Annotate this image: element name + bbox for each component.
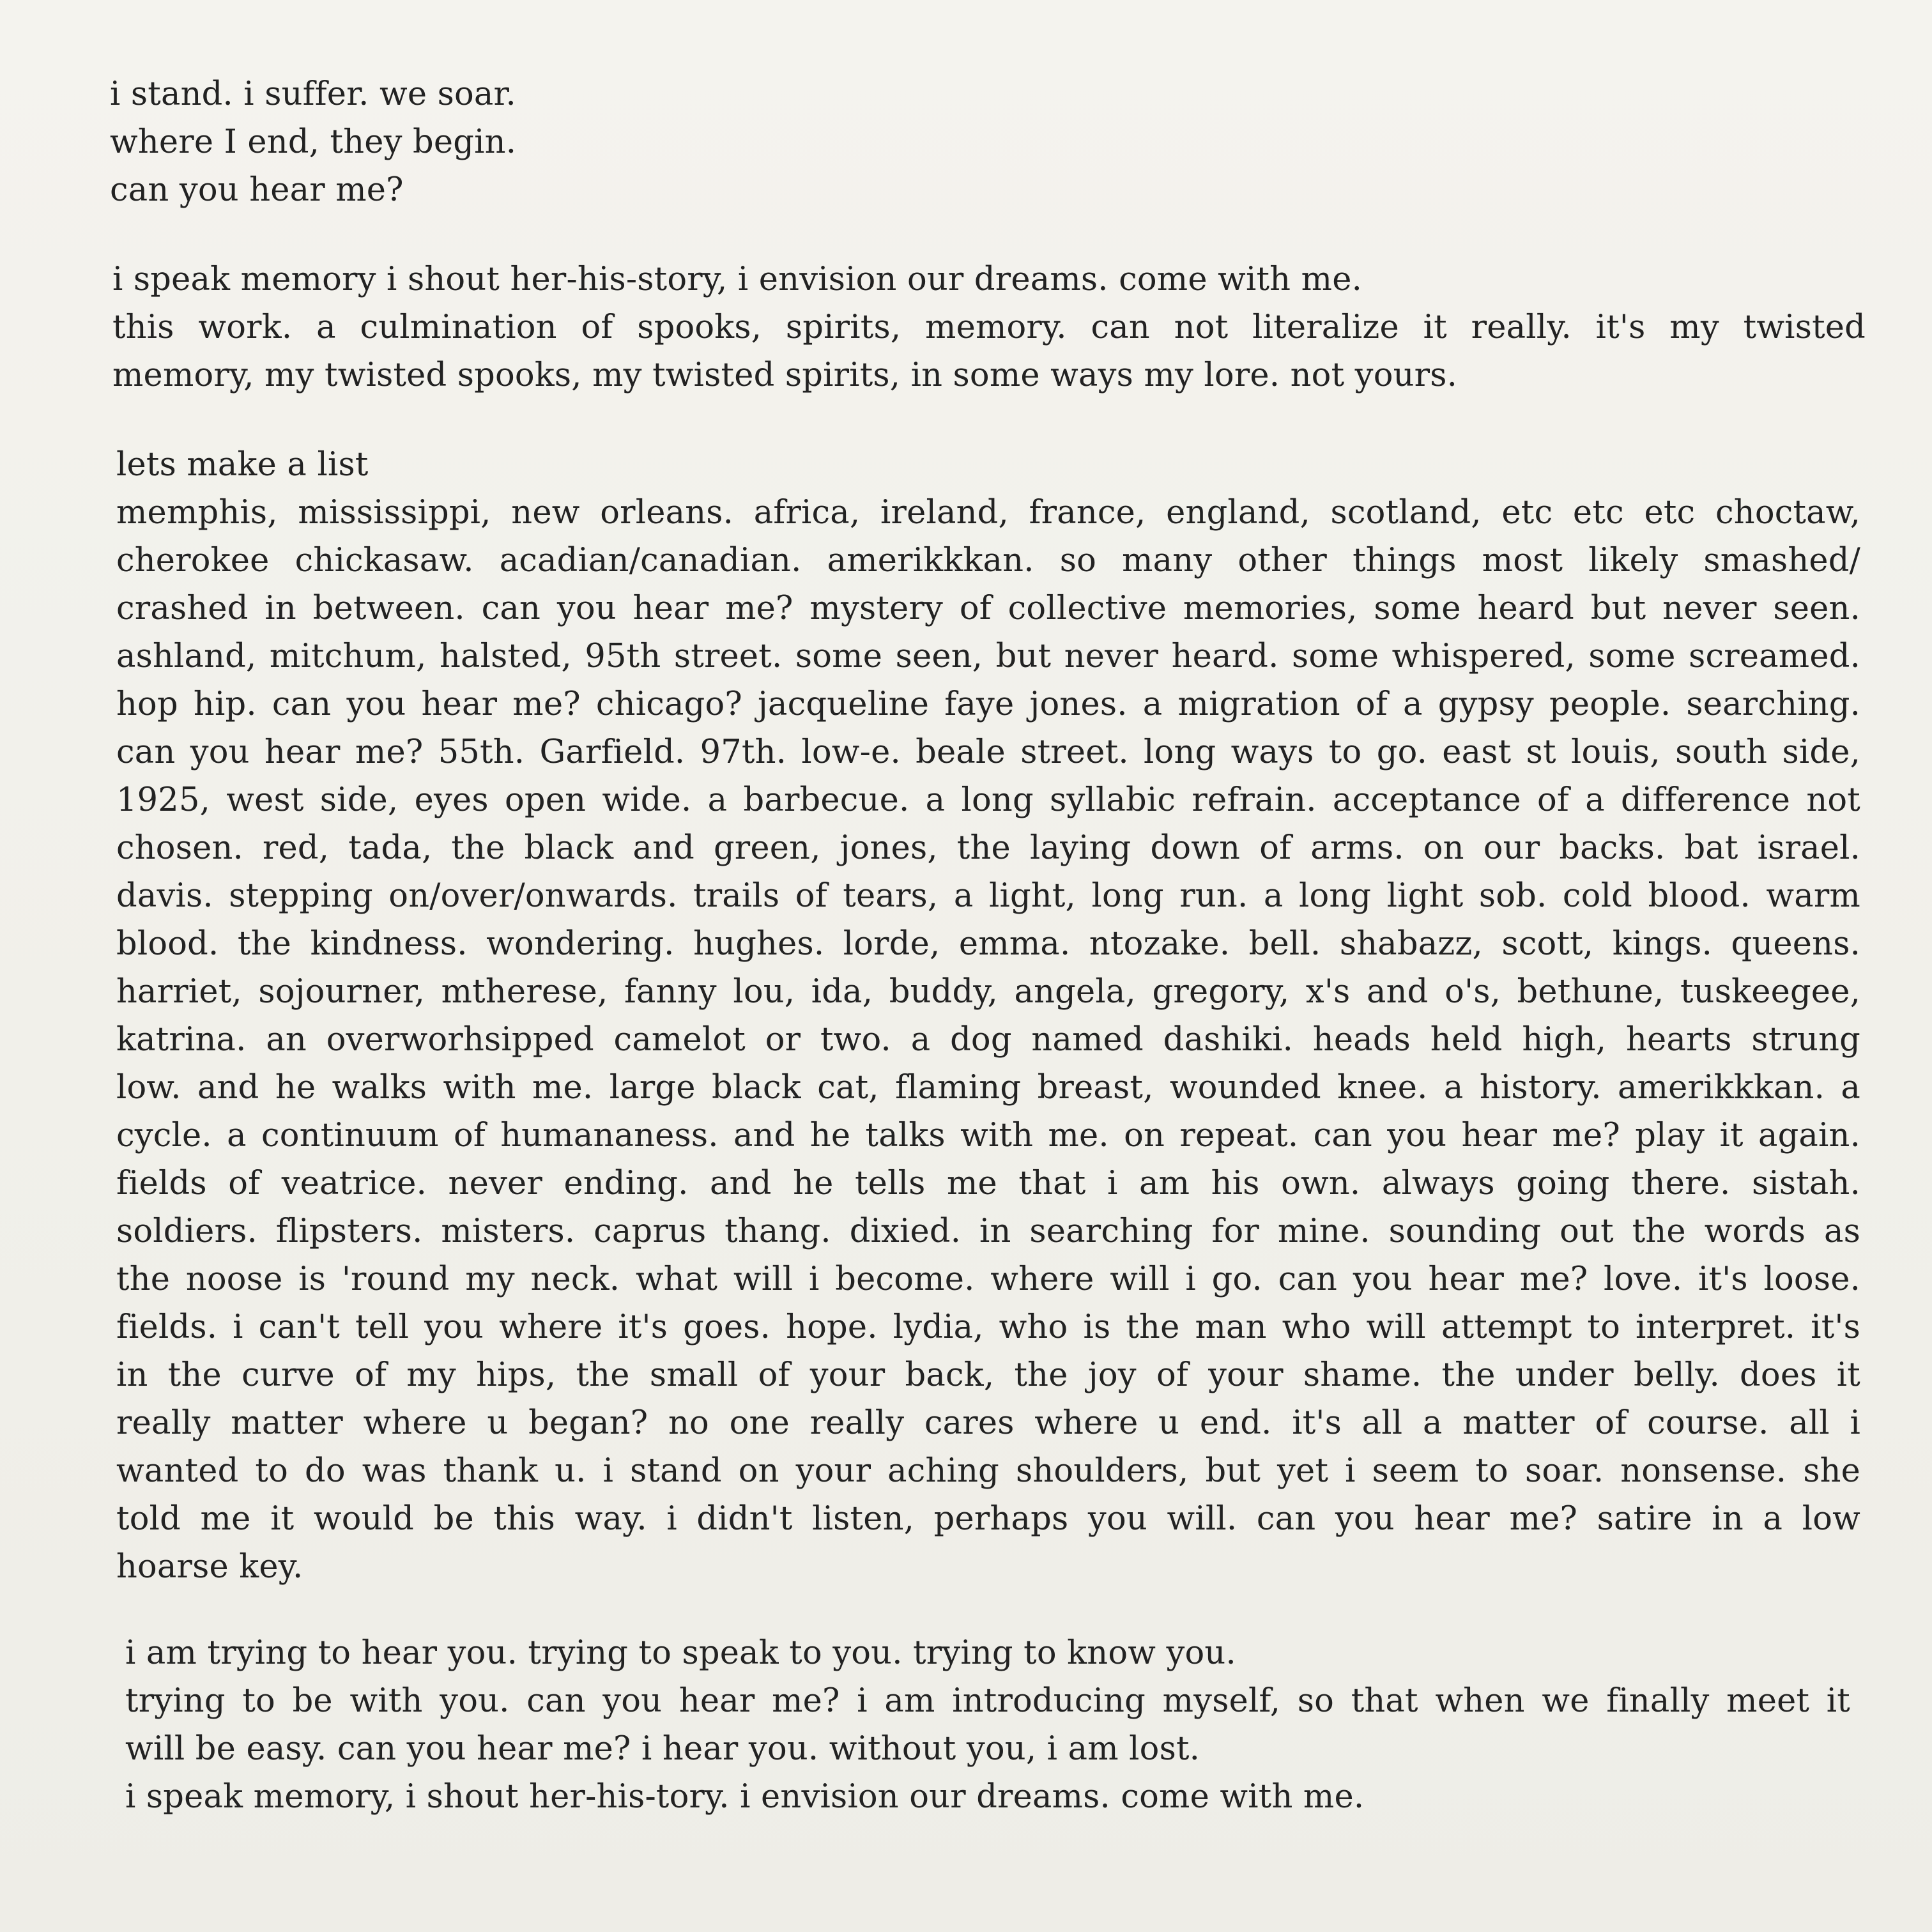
line: crashed in between. can you hear me? mystery of collective memories, some heard but never seen. (116, 590, 1860, 627)
line: really matter where u began? no one really cares where u end. it's all a matter of course. all i (116, 1404, 1860, 1442)
line: ashland, mitchum, halsted, 95th street. some seen, but never heard. some whispered, some screamed. (116, 638, 1860, 675)
line: 1925, west side, eyes open wide. a barbecue. a long syllabic refrain. acceptance of a difference not (116, 781, 1860, 819)
line: cherokee chickasaw. acadian/canadian. amerikkkan. so many other things most likely smashed/ (116, 542, 1860, 579)
line: i speak memory i shout her-his-story, i envision our dreams. come with me. (112, 261, 1362, 298)
line: i am trying to hear you. trying to speak to you. trying to know you. (125, 1634, 1236, 1672)
line: soldiers. flipsters. misters. caprus thang. dixied. in searching for mine. sounding out the words as (116, 1213, 1860, 1250)
line: fields of veatrice. never ending. and he tells me that i am his own. always going there. sistah. (116, 1165, 1860, 1202)
line: told me it would be this way. i didn't listen, perhaps you will. can you hear me? satire in a low (116, 1500, 1860, 1538)
line: where I end, they begin. (110, 123, 517, 161)
line: davis. stepping on/over/onwards. trails of tears, a light, long run. a long light sob. cold blood. warm (116, 877, 1860, 915)
line: can you hear me? (110, 171, 404, 209)
line: katrina. an overworhsipped camelot or two. a dog named dashiki. heads held high, hearts strung (116, 1021, 1860, 1059)
line: hop hip. can you hear me? chicago? jacqueline faye jones. a migration of a gypsy people. searching. (116, 686, 1860, 723)
line: harriet, sojourner, mtherese, fanny lou, ida, buddy, angela, gregory, x's and o's, bethune, tuskeegee, (116, 973, 1860, 1011)
stanza-4 (125, 1629, 1850, 1821)
stanza-1 (110, 70, 1867, 214)
line: lets make a list (116, 446, 369, 484)
line: hoarse key. (116, 1548, 303, 1586)
line: chosen. red, tada, the black and green, jones, the laying down of arms. on our backs. bat israel. (116, 829, 1860, 867)
line: blood. the kindness. wondering. hughes. lorde, emma. ntozake. bell. shabazz, scott, kings. queens. (116, 925, 1860, 963)
stanza-2 (112, 256, 1866, 399)
line: this work. a culmination of spooks, spirits, memory. can not literalize it really. it's my twisted (112, 309, 1866, 346)
stanza-3 (116, 441, 1860, 1591)
line: fields. i can't tell you where it's goes. hope. lydia, who is the man who will attempt to interpret. it's (116, 1308, 1860, 1346)
line: trying to be with you. can you hear me? i am introducing myself, so that when we finally meet it (125, 1682, 1850, 1720)
line: cycle. a continuum of humananess. and he talks with me. on repeat. can you hear me? play it again. (116, 1117, 1860, 1154)
line: memphis, mississippi, new orleans. africa, ireland, france, england, scotland, etc etc etc choctaw, (116, 494, 1860, 532)
line: can you hear me? 55th. Garfield. 97th. low-e. beale street. long ways to go. east st louis, south side, (116, 733, 1860, 771)
line: i speak memory, i shout her-his-tory. i envision our dreams. come with me. (125, 1778, 1365, 1816)
line: memory, my twisted spooks, my twisted spirits, in some ways my lore. not yours. (112, 356, 1458, 394)
line: in the curve of my hips, the small of your back, the joy of your shame. the under belly. does it (116, 1356, 1860, 1394)
line: low. and he walks with me. large black cat, flaming breast, wounded knee. a history. amerikkkan. a (116, 1069, 1860, 1107)
line: i stand. i suffer. we soar. (110, 75, 516, 113)
line: wanted to do was thank u. i stand on your aching shoulders, but yet i seem to soar. nonsense. she (116, 1452, 1860, 1490)
line: will be easy. can you hear me? i hear you. without you, i am lost. (125, 1730, 1200, 1768)
line: the noose is 'round my neck. what will i become. where will i go. can you hear me? love. it's loose. (116, 1261, 1860, 1298)
